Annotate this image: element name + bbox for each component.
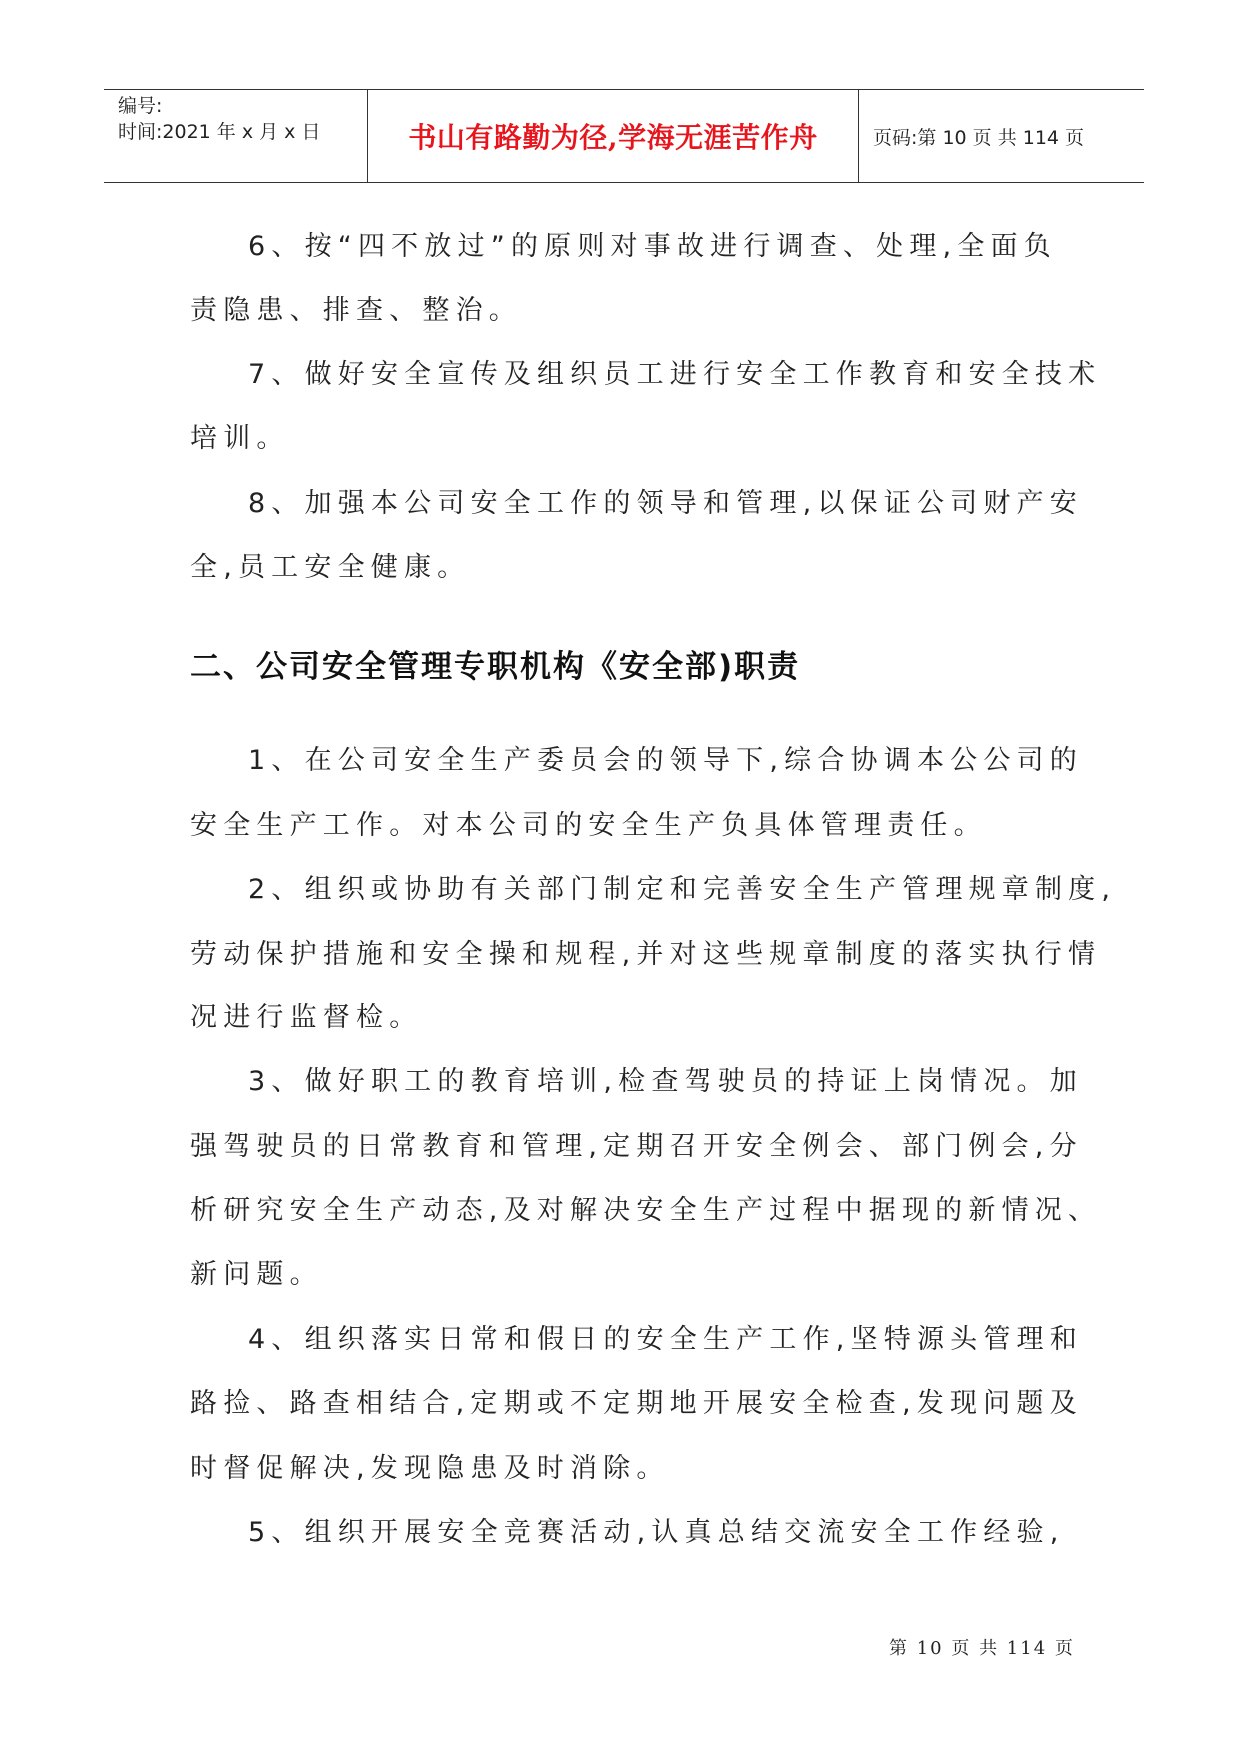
paragraph-line: 8、加强本公司安全工作的领导和管理,以保证公司财产安	[248, 488, 1083, 519]
header-page-code: 页码:第 10 页 共 114 页	[873, 126, 1085, 149]
document-date: 时间:2021 年 x 月 x 日	[118, 121, 321, 143]
page-header	[104, 89, 1144, 183]
paragraph-line: 时督促解决,发现隐患及时消除。	[190, 1453, 670, 1484]
paragraph-line: 2、组织或协助有关部门制定和完善安全生产管理规章制度,	[248, 874, 1117, 905]
header-page-cell	[859, 90, 1144, 182]
header-motto-cell	[368, 90, 859, 182]
paragraph-line: 4、组织落实日常和假日的安全生产工作,坚特源头管理和	[248, 1324, 1083, 1355]
paragraph-line: 安全生产工作。对本公司的安全生产负具体管理责任。	[190, 810, 987, 841]
page-footer: 第 10 页 共 114 页	[889, 1638, 1075, 1659]
paragraph-line: 劳动保护措施和安全操和规程,并对这些规章制度的落实执行情	[190, 939, 1102, 970]
paragraph-line: 全,员工安全健康。	[190, 552, 471, 583]
document-number-label: 编号:	[118, 95, 163, 117]
paragraph-line: 况进行监督检。	[190, 1002, 423, 1033]
section-heading: 二、公司安全管理专职机构《安全部)职责	[190, 649, 801, 685]
paragraph-line: 1、在公司安全生产委员会的领导下,综合协调本公公司的	[248, 745, 1083, 776]
paragraph-line: 新问题。	[190, 1259, 323, 1290]
paragraph-line: 路捡、路查相结合,定期或不定期地开展安全检查,发现问题及	[190, 1388, 1083, 1419]
paragraph-line: 培训。	[190, 423, 290, 454]
paragraph-line: 6、按“四不放过”的原则对事故进行调查、处理,全面负	[248, 231, 1057, 262]
paragraph-line: 3、做好职工的教育培训,检查驾驶员的持证上岗情况。加	[248, 1066, 1083, 1097]
paragraph-line: 强驾驶员的日常教育和管理,定期召开安全例会、部门例会,分	[190, 1131, 1083, 1162]
header-meta-cell	[104, 90, 368, 182]
paragraph-line: 责隐患、排查、整治。	[190, 295, 522, 326]
paragraph-line: 析研究安全生产动态,及对解决安全生产过程中据现的新情况、	[190, 1195, 1102, 1226]
paragraph-line: 7、做好安全宣传及组织员工进行安全工作教育和安全技术	[248, 359, 1102, 390]
header-motto: 书山有路勤为径,学海无涯苦作舟	[408, 121, 818, 154]
paragraph-line: 5、组织开展安全竞赛活动,认真总结交流安全工作经验,	[248, 1517, 1065, 1548]
